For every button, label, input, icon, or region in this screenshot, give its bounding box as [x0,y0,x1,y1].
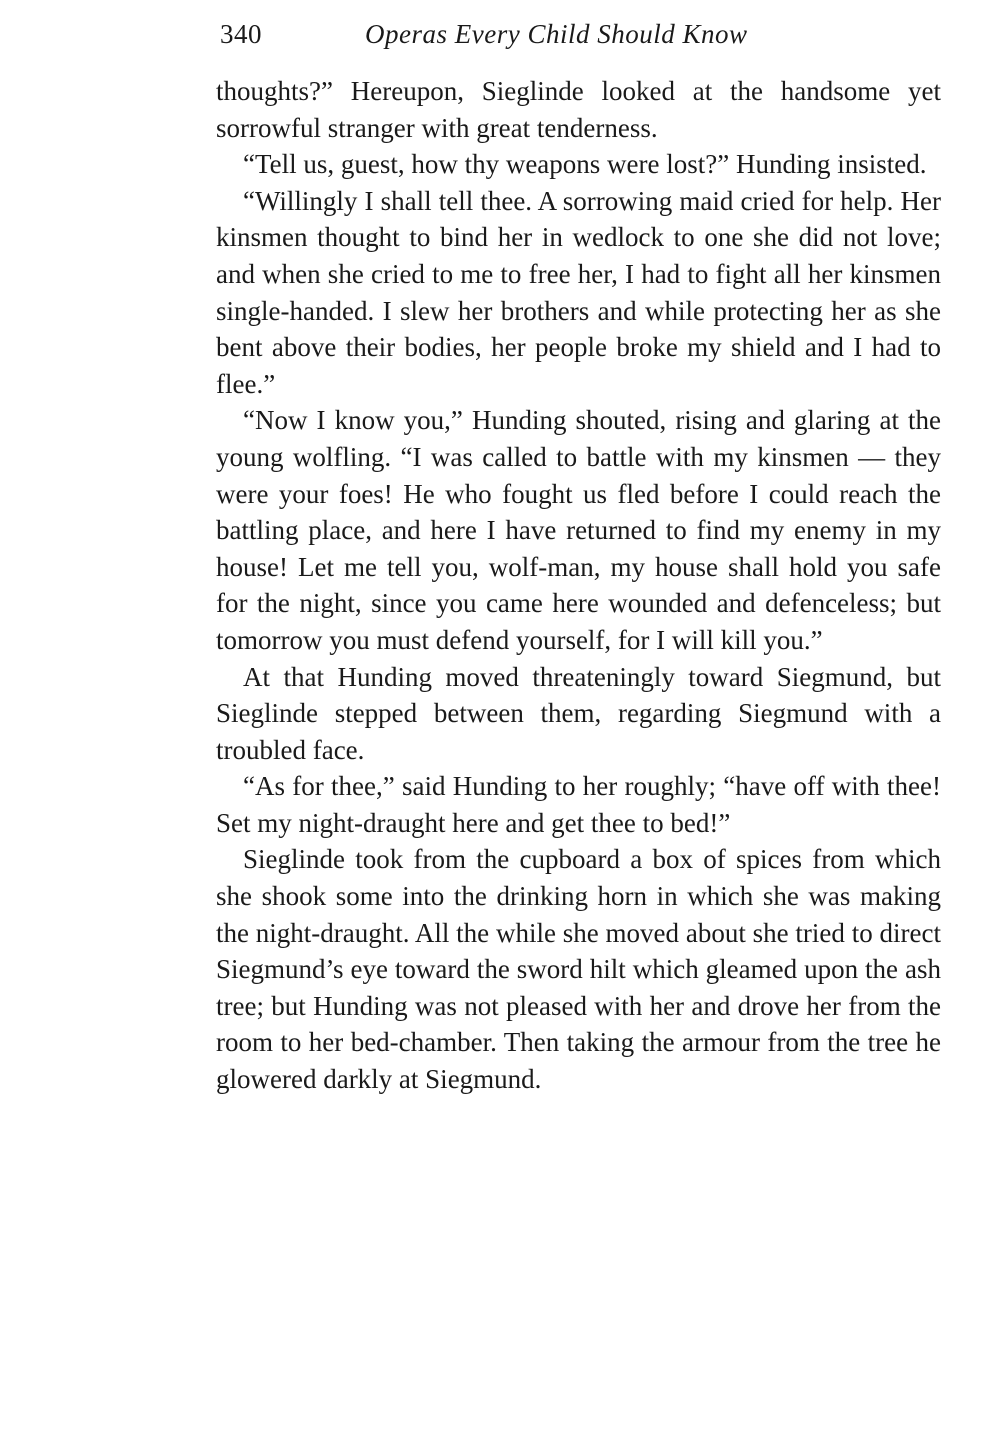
running-head [215,14,945,54]
paragraph-continuation: thoughts?” Hereupon, Sieglinde looked at the handsome yet sorrowful stranger with great tenderness. [216,76,941,143]
page-number: 340 [220,19,262,49]
paragraph: “Willingly I shall tell thee. A sorrowing maid cried for help. Her kinsmen thought to bind her in wedlock to one she did not love; and when she cried to me to free her, I had to fight all her kinsmen single-handed. I slew her brothers and while protecting her as she bent above their bodies, her people broke my shield and I had to flee.” [216,185,941,399]
body-text [216,73,941,1098]
paragraph: At that Hunding moved threateningly toward Siegmund, but Sieglinde stepped between them, regarding Siegmund with a troubled face. [216,661,941,765]
running-title: Operas Every Child Should Know [365,19,748,49]
paragraph: “Tell us, guest, how thy weapons were lost?” Hunding insisted. [243,149,927,180]
paragraph: “Now I know you,” Hunding shouted, rising and glaring at the young wolfling. “I was called to battle with my kinsmen — they were your foes! He who fought us fled before I could reach the battling place, and here I have returned to find my enemy in my house! Let me tell you, wolf-man, my house shall hold you safe for the night, since you came here wounded and defenceless; but tomorrow you must defend yourself, for I will kill you.” [216,405,941,655]
paragraph: “As for thee,” said Hunding to her roughly; “have off with thee! Set my night-draught here and get thee to bed!” [216,771,941,838]
paragraph: Sieglinde took from the cupboard a box of spices from which she shook some into the drinking horn in which she was making the night-draught. All the while she moved about she tried to direct Siegmund’s eye toward the sword hilt which gleamed upon the ash tree; but Hunding was not pleased with her and drove her from the room to her bed-chamber. Then taking the armour from the tree he glowered darkly at Siegmund. [216,844,941,1095]
